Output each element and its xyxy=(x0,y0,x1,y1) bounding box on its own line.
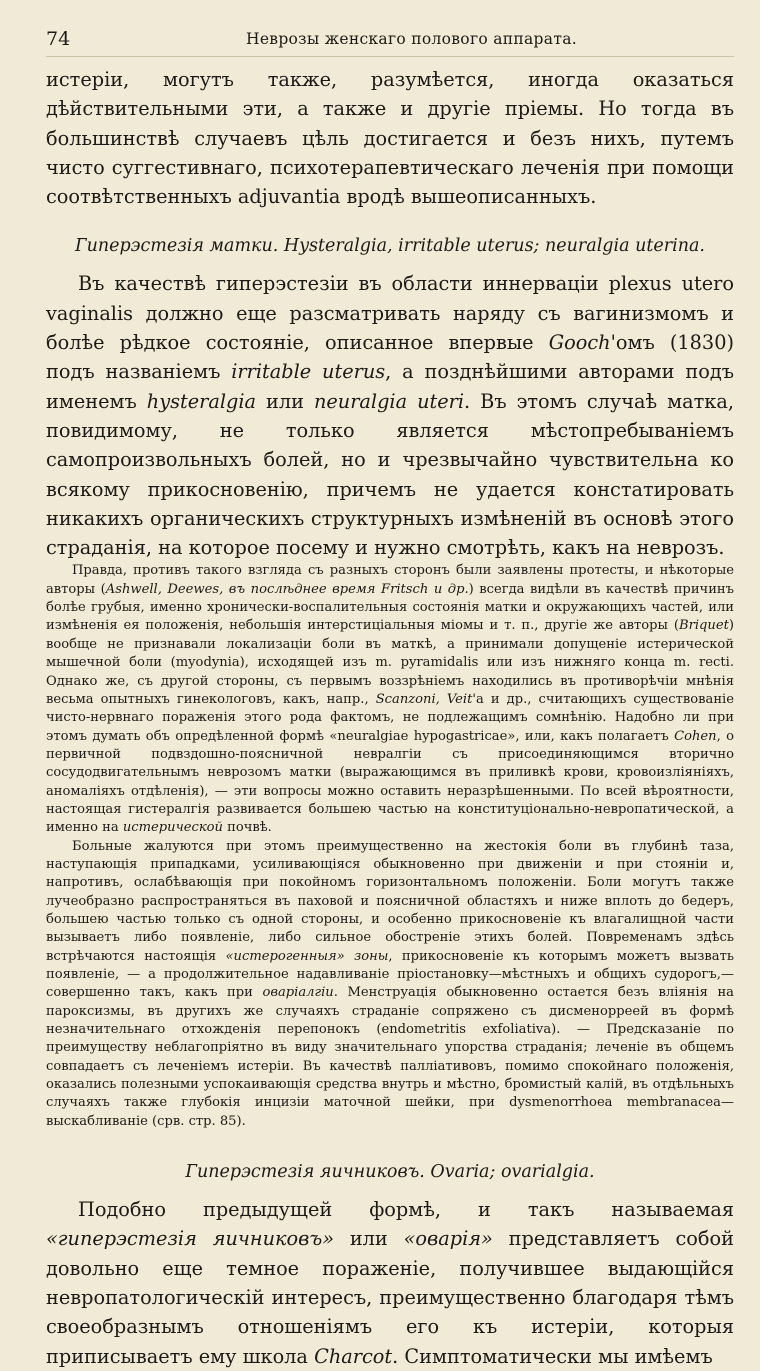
latin-term: hysteralgia xyxy=(146,389,257,413)
latin-term: irritable uterus xyxy=(231,360,386,384)
paragraph-hysteralgia-intro: Въ качествѣ гиперэстезіи въ области иннерваціи plexus utero vaginalis должно еще разсматривать наряду съ вагинизмомъ и болѣе рѣдкое состояніе, описанное впервые Gooch'омъ (1830) подъ названіемъ irritable uterus, а позднѣйшими авторами подъ именемъ hysteralgia или neuralgia uteri. Въ этомъ случаѣ матка, повидимому, не только является мѣстопребываніемъ самопроизвольныхъ болей, но и чрезвычайно чувствительна ко всякому прикосновенію, причемъ не удается констатировать никакихъ органическихъ структурныхъ измѣненій въ основѣ этого страданія, на которое посему и нужно смотрѣть, какъ на неврозъ. xyxy=(46,272,734,560)
latin-term: neuralgia uteri xyxy=(313,389,465,413)
emphasis: «истерогенныя» зоны xyxy=(225,948,389,964)
emphasis: истерической xyxy=(122,820,223,836)
author-name: Briquet xyxy=(678,618,729,634)
emphasis: оваріалгіи xyxy=(262,985,334,1001)
running-head xyxy=(46,22,734,57)
author-name: Gooch xyxy=(548,331,611,355)
page-number: 74 xyxy=(46,28,71,50)
book-page xyxy=(46,22,734,1368)
author-names: Ashwell, Deewes, въ послѣднее время Fritsch и др. xyxy=(105,581,469,597)
section-heading-ovarialgia: Гиперэстезія яичниковъ. Ovaria; ovarialgia. xyxy=(185,1162,595,1183)
paragraph-small-symptoms: Больные жалуются при этомъ преимущественно на жестокія боли въ глубинѣ таза, наступающія припадками, усиливающіяся обыкновенно при движеніи и при стояніи и, напротивъ, ослабѣвающія при покойномъ горизонтальномъ положеніи. Боли могутъ также лучеобразно распространяться въ паховой и поясничной областяхъ и ниже вплоть до бедеръ, большею частью только съ одной стороны, и особенно прикосновеніе къ влагалищной части вызываетъ либо появленіе, либо сильное обостреніе этихъ болей. Повременамъ здѣсь встрѣчаются настоящія «истерогенныя» зоны, прикосновеніе къ которымъ можетъ вызвать появленіе, — а продолжительное надавливаніе пріостановку—мѣстныхъ и общихъ судорогъ,—совершенно такъ, какъ при оваріалгіи. Менструація обыкновенно остается безъ вліянія на пароксизмы, въ другихъ же случаяхъ страданіе сопряжено съ дисменорреей въ формѣ незначительнаго отхожденія перепонокъ (endometritis exfoliativa). — Предсказаніе по преимуществу неблагопріятно въ виду значительнаго упорства страданія; леченіе въ общемъ совпадаетъ съ леченіемъ истеріи. Въ качествѣ палліативовъ, помимо спокойнаго положенія, оказались полезными успокаивающія средства внутрь и мѣстно, бромистый калій, въ отдѣльныхъ случаяхъ также глубокія инцизіи маточной шейки, при dysmenorrhoea membranacea—выскабливаніе (срв. стр. 85). xyxy=(46,838,734,1129)
paragraph-small-authors: Правда, противъ такого взгляда съ разныхъ сторонъ были заявлены протесты, и нѣкоторые авторы (Ashwell, Deewes, въ послѣднее время Fritsch и др.) всегда видѣли въ качествѣ причинъ болѣе грубыя, именно хронически-воспалительныя состоянія матки и окружающихъ частей, или измѣненія ея положенія, небольшія интерстиціальныя міомы и т. п., другіе же авторы (Briquet) вообще не признавали локализаціи боли въ маткѣ, а принимали допущеніе истерической мышечной боли (myodynia), исходящей изъ m. pyramidalis или изъ нижняго конца m. recti. Однако же, съ другой стороны, съ первымъ воззрѣніемъ находились въ противорѣчіи мнѣнія весьма опытныхъ гинекологовъ, какъ, напр., Scanzoni, Veit'a и др., считающихъ существованіе чисто-нервнаго пораженія этого рода фактомъ, не подлежащимъ сомнѣнію. Надобно ли при этомъ думать объ опредѣленной формѣ «neuralgiae hypogastricae», или, какъ полагаетъ Cohen, о первичной подвздошно-поясничной невралгіи съ присоединяющимся вторично сосудодвигательнымъ неврозомъ матки (выражающимся въ приливкѣ крови, кровоизліяніяхъ, аномаліяхъ отдѣленія), — эти вопросы можно оставить неразрѣшенными. По всей вѣроятности, настоящая гистералгія развивается большею частью на конституціонально-невропатической, а именно на истерической почвѣ. xyxy=(46,563,734,836)
emphasis: «гиперэстезія яичниковъ» xyxy=(46,1227,334,1251)
author-name: Charcot xyxy=(314,1344,393,1368)
author-names: Scanzoni, Veit xyxy=(375,691,473,707)
paragraph-ovarialgia-intro: Подобно предыдущей формѣ, и такъ называемая «гиперэстезія яичниковъ» или «оварія» представляетъ собой довольно еще темное пораженіе, получившее выдающійся невропатологическій интересъ, преимущественно благодаря тѣмъ своеобразнымъ отношеніямъ его къ истеріи, которыя приписываетъ ему школа Charcot. Симптоматически мы имѣемъ xyxy=(46,1198,734,1368)
running-title: Неврозы женскаго полового аппарата. xyxy=(246,30,577,48)
section-heading-hysteralgia: Гиперэстезія матки. Hysteralgia, irritable uterus; neuralgia uterina. xyxy=(74,236,705,257)
author-name: Cohen xyxy=(674,728,717,744)
emphasis: «оварія» xyxy=(403,1227,493,1251)
paragraph-continuation: истеріи, могутъ также, разумѣется, иногда оказаться дѣйствительными эти, а также и другіе пріемы. Но тогда въ большинствѣ случаевъ цѣль достигается и безъ нихъ, путемъ чисто суггестивнаго, психотерапевтическаго леченія при помощи соотвѣтственныхъ adjuvantia вродѣ вышеописанныхъ. xyxy=(46,68,734,209)
